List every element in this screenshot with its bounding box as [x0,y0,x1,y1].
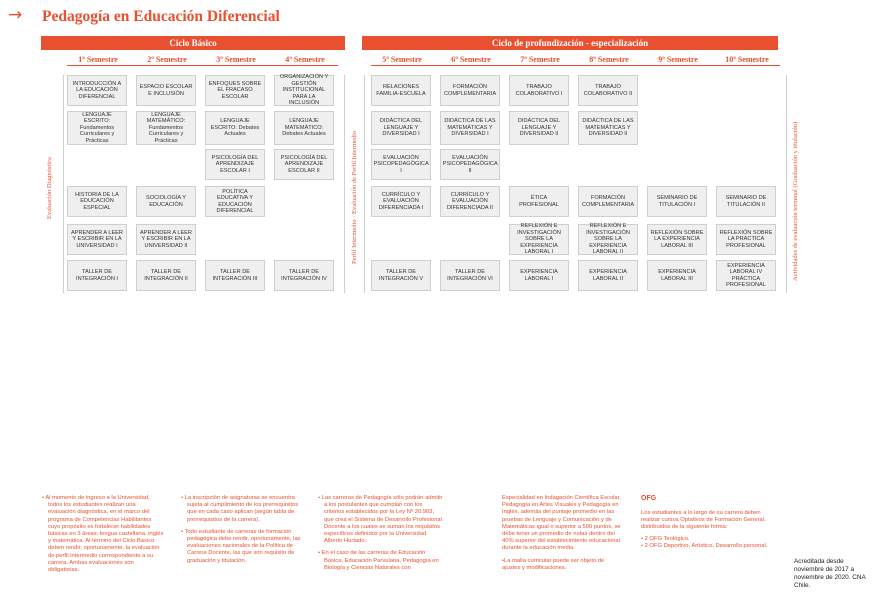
course-box: EVALUACIÓN PSICOPEDAGÓGICA II [440,149,500,180]
ofg-title: OFG [641,495,657,502]
cycle-basic-bar: Ciclo Básico [41,36,345,50]
course-box: ESPACIO ESCOLAR E INCLUSIÓN [136,75,196,106]
course-box: CURRÍCULO Y EVALUACIÓN DIFERENCIADA I [371,186,431,217]
ofg-item-theological: • 2 OFG Teológico. [641,535,690,542]
course-box: EXPERIENCIA LABORAL II [578,260,638,291]
ofg-section [641,510,781,550]
semester-header-3: 3º Semestre [216,55,256,64]
course-box: ORGANIZACIÓN Y GESTIÓN INSTITUCIONAL PARA LA INCLUSIÓN [274,75,334,106]
note-admission-law: • Las carreras de Pedagogía sólo podrán admitir a los postulantes que cumplan con los criterios establecidos por la Ley Nº 20.903, que crea el Sistema de Desarrollo Profesional Docente a los cuales se suman los requisitos específicos definidos por la Universidad Alberto Hurtado. [318,495,443,545]
note-column-2 [181,495,305,570]
arrow-icon: → [8,5,23,25]
course-box: TALLER DE INTEGRACIÓN IV [274,260,334,291]
course-box: RELACIONES FAMILIA-ESCUELA [371,75,431,106]
note-prerequisites: • La inscripción de asignaturas se encuentra sujeta al cumplimiento de los prerrequisitos que en cada caso aplican (según tabla de prerrequisitos de la carrera). [181,495,299,523]
note-column-1 [42,495,164,579]
semester-header-10: 10º Semestre [725,55,769,64]
ofg-intro: Los estudiantes a lo largo de su carrera deben realizar cursos Optativos de Formación General, distribuidos de la siguiente forma: [641,510,766,531]
course-box: CURRÍCULO Y EVALUACIÓN DIFERENCIADA II [440,186,500,217]
course-box: TRABAJO COLABORATIVO I [509,75,569,106]
course-box: DIDÁCTICA DE LAS MATEMÁTICAS Y DIVERSIDAD II [578,111,638,145]
course-box: DIDÁCTICA DEL LENGUAJE Y DIVERSIDAD II [509,111,569,145]
course-box: INTRODUCCIÓN A LA EDUCACIÓN DIFERENCIAL [67,75,127,106]
page-title: Pedagogía en Educación Diferencial [42,8,280,25]
course-box: SOCIOLOGÍA Y EDUCACIÓN [136,186,196,217]
label-terminal-evaluation: Actividades de evaluación terminal (Graduación y titulación) [792,121,799,281]
note-admission-careers: • En el caso de las carreras de Educación Básica, Educación Parvularia, Pedagogía en Biología y Ciencias Naturales con [318,550,439,571]
semester-header-6: 6º Semestre [451,55,491,64]
middle-divider-left [344,75,345,293]
course-box: LENGUAJE MATEMÁTICO: Fundamentos Curriculares y Prácticas [136,111,196,145]
accreditation-text: Acreditada desde noviembre de 2017 a noviembre de 2020. CNA Chile. [794,558,866,589]
note-column-4 [502,495,622,577]
semester-header-7: 7º Semestre [520,55,560,64]
course-box: EVALUACIÓN PSICOPEDAGÓGICA I [371,149,431,180]
course-box: POLÍTICA EDUCATIVA Y EDUCACIÓN DIFERENCIAL [205,186,265,217]
course-box: HISTORIA DE LA EDUCACIÓN ESPECIAL [67,186,127,217]
semester-header-2: 2º Semestre [147,55,187,64]
note-national-evaluations: • Todo estudiante de carreras de formación pedagógica debe rendir, oportunamente, las evaluaciones nacionales de la Política de Carrera Docente, las que son requisito de graduación y titulación. [181,528,301,564]
course-box: LENGUAJE ESCRITO: Fundamentos Curriculares y Prácticas [67,111,127,145]
note-column-3 [318,495,444,577]
right-divider [786,75,787,293]
course-box: EXPERIENCIA LABORAL I [509,260,569,291]
course-box: TALLER DE INTEGRACIÓN VI [440,260,500,291]
course-box: REFLEXIÓN E INVESTIGACIÓN SOBRE LA EXPERIENCIA LABORAL I [509,224,569,255]
course-box: TRABAJO COLABORATIVO II [578,75,638,106]
course-box: TALLER DE INTEGRACIÓN I [67,260,127,291]
ofg-item-other: • 2 OFG Deportivo, Artístico, Desarrollo personal. [641,542,768,549]
header-underline-deep [371,65,780,66]
label-intermediate-profile: Perfil Intermedio · Evaluación de Perfil Intermedio [351,130,358,264]
header-underline-basic [67,65,338,66]
course-box: TALLER DE INTEGRACIÓN III [205,260,265,291]
semester-header-5: 5º Semestre [382,55,422,64]
middle-divider-right [364,75,365,293]
course-box: LENGUAJE MATEMÁTICO: Debates Actuales [274,111,334,145]
label-diagnostic-evaluation: Evaluación Diagnóstica [46,157,53,219]
course-box: REFLEXIÓN SOBRE LA PRÁCTICA PROFESIONAL [716,224,776,255]
semester-header-1: 1º Semestre [78,55,118,64]
course-box: FORMACIÓN COMPLEMENTARIA [440,75,500,106]
course-box: REFLEXIÓN SOBRE LA EXPERIENCIA LABORAL III [647,224,707,255]
note-diagnostic: • Al momento de ingreso a la Universidad, todos los estudiantes realizan una evaluación diagnóstica, en el marco del programa de Competencias Habilitantes cuyo propósito es fortalecer habilidades básicas en 3 áreas: lengua castellana, inglés y matemática. Al término del Ciclo Básico deben rendir, oportunamente, la evaluación de perfil intermedio correspondiente a su carrera. Ambas evaluaciones son obligatorias. [42,495,164,574]
semester-header-8: 8º Semestre [589,55,629,64]
left-divider [63,75,64,293]
cycle-deep-bar: Ciclo de profundización - especialización [362,36,778,50]
course-box: EXPERIENCIA LABORAL III [647,260,707,291]
course-box: TALLER DE INTEGRACIÓN II [136,260,196,291]
course-box: PSICOLOGÍA DEL APRENDIZAJE ESCOLAR II [274,149,334,180]
course-box: SEMINARIO DE TITULACIÓN II [716,186,776,217]
course-box: EXPERIENCIA LABORAL IV PRÁCTICA PROFESIONAL [716,260,776,291]
course-box: APRENDER A LEER Y ESCRIBIR EN LA UNIVERSIDAD II [136,224,196,255]
note-curriculum-adjustments: •La malla curricular puede ser objeto de ajustes y modificaciones. [502,557,605,571]
course-box: ÉTICA PROFESIONAL [509,186,569,217]
course-box: DIDÁCTICA DEL LENGUAJE Y DIVERSIDAD I [371,111,431,145]
course-box: TALLER DE INTEGRACIÓN V [371,260,431,291]
course-box: SEMINARIO DE TITULACIÓN I [647,186,707,217]
course-box: LENGUAJE ESCRITO: Debates Actuales [205,111,265,145]
course-box: FORMACIÓN COMPLEMENTARIA [578,186,638,217]
course-box: REFLEXIÓN E INVESTIGACIÓN SOBRE LA EXPERIENCIA LABORAL II [578,224,638,255]
semester-header-9: 9º Semestre [658,55,698,64]
note-admission-scores: Especialidad en Indagación Científica Escolar, Pedagogía en Artes Visuales y Pedagogía en Inglés, además del puntaje promedio en las pruebas de Lenguaje y Comunicación y de Matemáticas igual o superior a 500 puntos, se debe tener un promedio de notas dentro del 40% superior del establecimiento educacional durante la educación media. [502,495,621,552]
course-box: PSICOLOGÍA DEL APRENDIZAJE ESCOLAR I [205,149,265,180]
course-box: APRENDER A LEER Y ESCRIBIR EN LA UNIVERSIDAD I [67,224,127,255]
course-box: DIDÁCTICA DE LAS MATEMÁTICAS Y DIVERSIDAD I [440,111,500,145]
semester-header-4: 4º Semestre [285,55,325,64]
course-box: ENFOQUES SOBRE EL FRACASO ESCOLAR [205,75,265,106]
